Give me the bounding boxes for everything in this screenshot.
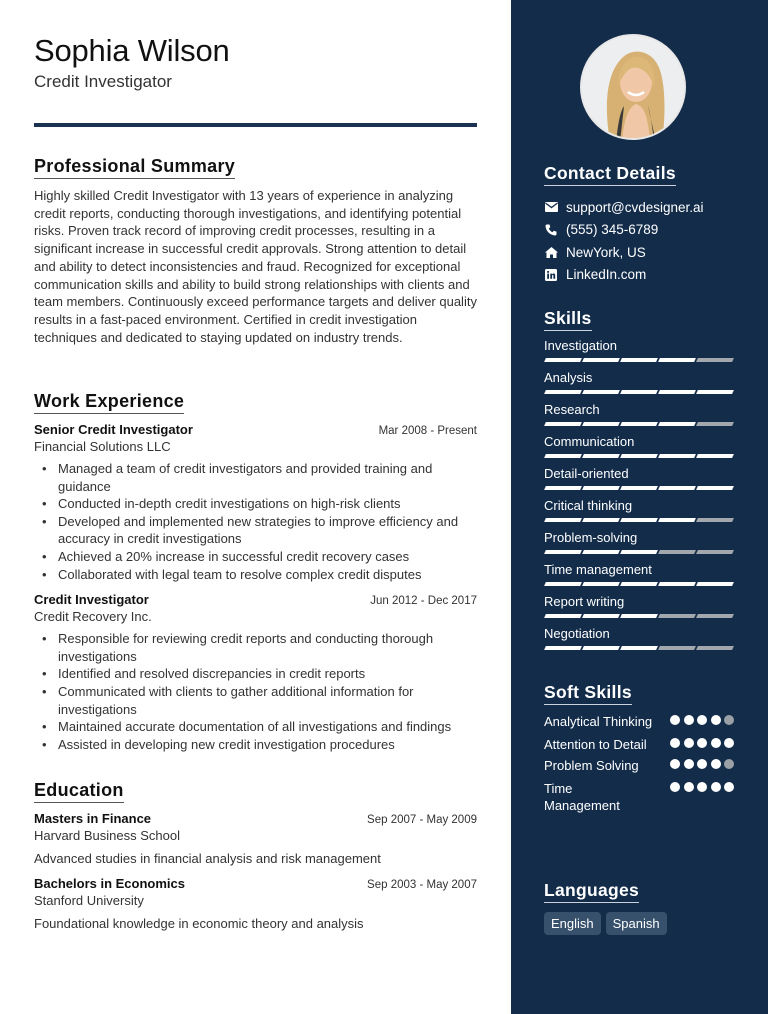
skill-bar-filled: [620, 454, 657, 458]
rating-dot-filled: [684, 782, 694, 792]
soft-skill-rating: [670, 759, 734, 775]
rating-dot-empty: [724, 759, 734, 769]
school-name: Harvard Business School: [34, 828, 180, 843]
skill-bar-empty: [696, 518, 733, 522]
soft-skill-name: Analytical Thinking: [544, 714, 653, 729]
rating-dot-filled: [711, 759, 721, 769]
soft-skill-name: Attention to Detail: [544, 736, 647, 752]
rating-dot-filled: [697, 759, 707, 769]
education-entry: [34, 876, 477, 931]
soft-skill-item: [544, 757, 734, 775]
rating-dot-filled: [711, 782, 721, 792]
job-entry: [34, 592, 477, 753]
bullet-item: • Conducted in-depth credit investigations on high-risk clients: [34, 495, 477, 513]
skill-bar-filled: [696, 390, 733, 394]
soft-skill-rating: [670, 738, 734, 754]
linkedin-icon: [544, 268, 558, 282]
skill-bar-filled: [582, 486, 619, 490]
rating-dot-filled: [684, 759, 694, 769]
skills-section: [544, 308, 734, 657]
header-divider: [34, 123, 477, 127]
skill-bar-filled: [544, 646, 581, 650]
bullet-item: • Communicated with clients to gather additional information for investigations: [34, 683, 477, 718]
soft-skills-heading: Soft Skills: [544, 682, 632, 705]
contact-location-text: NewYork, US: [566, 244, 646, 260]
skill-level-bars: [545, 390, 733, 394]
skill-bar-filled: [544, 390, 581, 394]
skill-bar-filled: [544, 582, 581, 586]
skill-bar-filled: [658, 422, 695, 426]
skill-bar-filled: [582, 614, 619, 618]
contact-email[interactable]: [544, 196, 734, 219]
rating-dot-filled: [697, 782, 707, 792]
school-name: Stanford University: [34, 893, 144, 908]
skill-bar-filled: [658, 454, 695, 458]
skill-bar-filled: [620, 486, 657, 490]
skill-bar-filled: [582, 454, 619, 458]
experience-section: [34, 391, 477, 753]
contact-linkedin-text: LinkedIn.com: [566, 267, 647, 283]
skill-bar-filled: [658, 518, 695, 522]
skill-name: Negotiation: [544, 626, 610, 641]
contact-email-text: support@cvdesigner.ai: [566, 199, 704, 215]
skill-item: [544, 529, 734, 561]
skill-bar-filled: [582, 582, 619, 586]
skill-bar-filled: [544, 454, 581, 458]
skill-bar-filled: [544, 518, 581, 522]
skill-name: Research: [544, 402, 600, 417]
skill-bar-filled: [544, 486, 581, 490]
bullet-item: • Managed a team of credit investigators and provided training and guidance: [34, 460, 477, 495]
rating-dot-filled: [670, 782, 680, 792]
candidate-name: Sophia Wilson: [34, 33, 230, 68]
skill-item: [544, 561, 734, 593]
rating-dot-filled: [670, 738, 680, 748]
skill-bar-filled: [658, 486, 695, 490]
skills-heading: Skills: [544, 308, 592, 331]
contact-phone[interactable]: [544, 219, 734, 242]
skill-level-bars: [545, 646, 733, 650]
soft-skill-rating: [670, 782, 734, 815]
rating-dot-filled: [684, 738, 694, 748]
skill-item: [544, 433, 734, 465]
language-chip: Spanish: [606, 912, 667, 935]
bullet-item: • Achieved a 20% increase in successful credit recovery cases: [34, 548, 477, 566]
job-company: Credit Recovery Inc.: [34, 609, 152, 625]
rating-dot-empty: [724, 715, 734, 725]
rating-dot-filled: [711, 738, 721, 748]
skill-bar-empty: [696, 422, 733, 426]
home-icon: [544, 245, 558, 259]
skill-bar-filled: [582, 646, 619, 650]
skill-bar-filled: [620, 614, 657, 618]
skill-item: [544, 625, 734, 657]
skill-bar-empty: [658, 550, 695, 554]
skill-bar-empty: [696, 646, 733, 650]
skill-bar-empty: [696, 358, 733, 362]
summary-section: [34, 156, 477, 346]
skill-level-bars: [545, 422, 733, 426]
rating-dot-filled: [697, 738, 707, 748]
job-title: Credit Investigator: [34, 592, 149, 608]
skill-item: [544, 593, 734, 625]
skill-bar-empty: [658, 614, 695, 618]
rating-dot-filled: [724, 782, 734, 792]
soft-skill-item: [544, 713, 734, 731]
rating-dot-filled: [724, 738, 734, 748]
education-description: Advanced studies in financial analysis and risk management: [34, 851, 381, 866]
skill-name: Analysis: [544, 370, 593, 385]
skill-bar-filled: [658, 390, 695, 394]
skill-item: [544, 465, 734, 497]
soft-skill-item: [544, 736, 734, 754]
job-title: Senior Credit Investigator: [34, 422, 193, 437]
skill-bar-filled: [544, 422, 581, 426]
skill-item: [544, 369, 734, 401]
contact-heading: Contact Details: [544, 163, 676, 186]
education-section: [34, 780, 477, 931]
language-list: [544, 912, 734, 935]
skill-bar-filled: [620, 518, 657, 522]
skill-level-bars: [545, 454, 733, 458]
rating-dot-filled: [697, 715, 707, 725]
education-entry: [34, 811, 477, 866]
skill-item: [544, 337, 734, 369]
contact-section: [544, 163, 734, 286]
rating-dot-filled: [670, 715, 680, 725]
soft-skill-item: [544, 780, 734, 815]
skill-level-bars: [545, 582, 733, 586]
language-chip: English: [544, 912, 601, 935]
skill-name: Communication: [544, 434, 635, 449]
contact-location: [544, 241, 734, 264]
candidate-title: Credit Investigator: [34, 72, 172, 91]
skill-bar-filled: [658, 358, 695, 362]
bullet-item: • Developed and implemented new strategies to improve efficiency and accuracy in credit investigations: [34, 513, 477, 548]
profile-photo: [580, 34, 686, 140]
skill-name: Detail-oriented: [544, 466, 629, 481]
skill-name: Time management: [544, 562, 652, 577]
bullet-item: • Responsible for reviewing credit reports and conducting thorough investigations: [34, 630, 477, 665]
languages-heading: Languages: [544, 880, 639, 903]
skill-level-bars: [545, 518, 733, 522]
experience-heading: Work Experience: [34, 391, 184, 414]
skill-bar-empty: [658, 646, 695, 650]
bullet-item: • Maintained accurate documentation of all investigations and findings: [34, 718, 477, 736]
job-entry: [34, 422, 477, 583]
bullet-item: • Collaborated with legal team to resolve complex credit disputes: [34, 566, 477, 584]
skill-level-bars: [545, 614, 733, 618]
skill-bar-filled: [620, 582, 657, 586]
skill-item: [544, 401, 734, 433]
education-description: Foundational knowledge in economic theory and analysis: [34, 916, 364, 931]
education-heading: Education: [34, 780, 124, 803]
degree-title: Bachelors in Economics: [34, 876, 185, 891]
soft-skills-section: [544, 682, 734, 815]
languages-section: [544, 880, 734, 935]
bullet-item: • Assisted in developing new credit investigation procedures: [34, 736, 477, 754]
contact-phone-text: (555) 345-6789: [566, 222, 659, 238]
skill-bar-empty: [696, 614, 733, 618]
job-bullets: [34, 630, 477, 753]
skill-bar-filled: [658, 582, 695, 586]
rating-dot-filled: [711, 715, 721, 725]
skill-bar-filled: [582, 518, 619, 522]
skill-name: Report writing: [544, 594, 625, 609]
skill-level-bars: [545, 550, 733, 554]
skill-bar-filled: [582, 550, 619, 554]
skill-bar-filled: [544, 358, 581, 362]
skill-bar-filled: [696, 582, 733, 586]
contact-linkedin[interactable]: [544, 264, 734, 287]
skill-bar-empty: [696, 550, 733, 554]
skill-bar-filled: [620, 646, 657, 650]
skill-bar-filled: [544, 550, 581, 554]
skill-bar-filled: [544, 614, 581, 618]
job-company: Financial Solutions LLC: [34, 439, 171, 454]
skill-bar-filled: [620, 358, 657, 362]
summary-text: Highly skilled Credit Investigator with 13 years of experience in analyzing credit reports, conducting thorough investigations, and identifying potential risks. Proven track record of improving credit processes, resulting in a significant increase in successful credit approvals. Strong attention to detail and ability to detect inconsistencies and fraud. Recognized for exceptional communication skills and ability to build strong relationships with clients and team members. Continuously exceed performance targets and deliver quality results in a fast-paced environment. Certified in credit investigation techniques and dedicated to staying updated on industry trends.: [34, 188, 477, 345]
education-date: Sep 2003 - May 2007: [367, 879, 477, 891]
skill-bar-filled: [620, 390, 657, 394]
job-date: Jun 2012 - Dec 2017: [370, 595, 477, 608]
skill-level-bars: [545, 358, 733, 362]
soft-skill-rating: [670, 715, 734, 731]
phone-icon: [544, 223, 558, 237]
skill-bar-filled: [620, 422, 657, 426]
summary-heading: Professional Summary: [34, 156, 235, 179]
skill-bar-filled: [582, 358, 619, 362]
soft-skill-name: Time Management: [544, 780, 620, 813]
skill-item: [544, 497, 734, 529]
skill-bar-filled: [696, 486, 733, 490]
bullet-item: • Identified and resolved discrepancies in credit reports: [34, 665, 477, 683]
skill-bar-filled: [582, 422, 619, 426]
job-date: Mar 2008 - Present: [378, 425, 477, 437]
degree-title: Masters in Finance: [34, 811, 152, 826]
skill-level-bars: [545, 486, 733, 490]
skill-bar-filled: [582, 390, 619, 394]
education-date: Sep 2007 - May 2009: [367, 814, 477, 826]
skill-name: Investigation: [544, 338, 617, 353]
rating-dot-filled: [670, 759, 680, 769]
skill-bar-filled: [696, 454, 733, 458]
rating-dot-filled: [684, 715, 694, 725]
job-bullets: [34, 460, 477, 583]
skill-name: Critical thinking: [544, 498, 633, 513]
soft-skill-name: Problem Solving: [544, 758, 639, 773]
skills-list: [544, 337, 734, 657]
skill-bar-filled: [620, 550, 657, 554]
envelope-icon: [544, 200, 558, 214]
skill-name: Problem-solving: [544, 530, 638, 545]
